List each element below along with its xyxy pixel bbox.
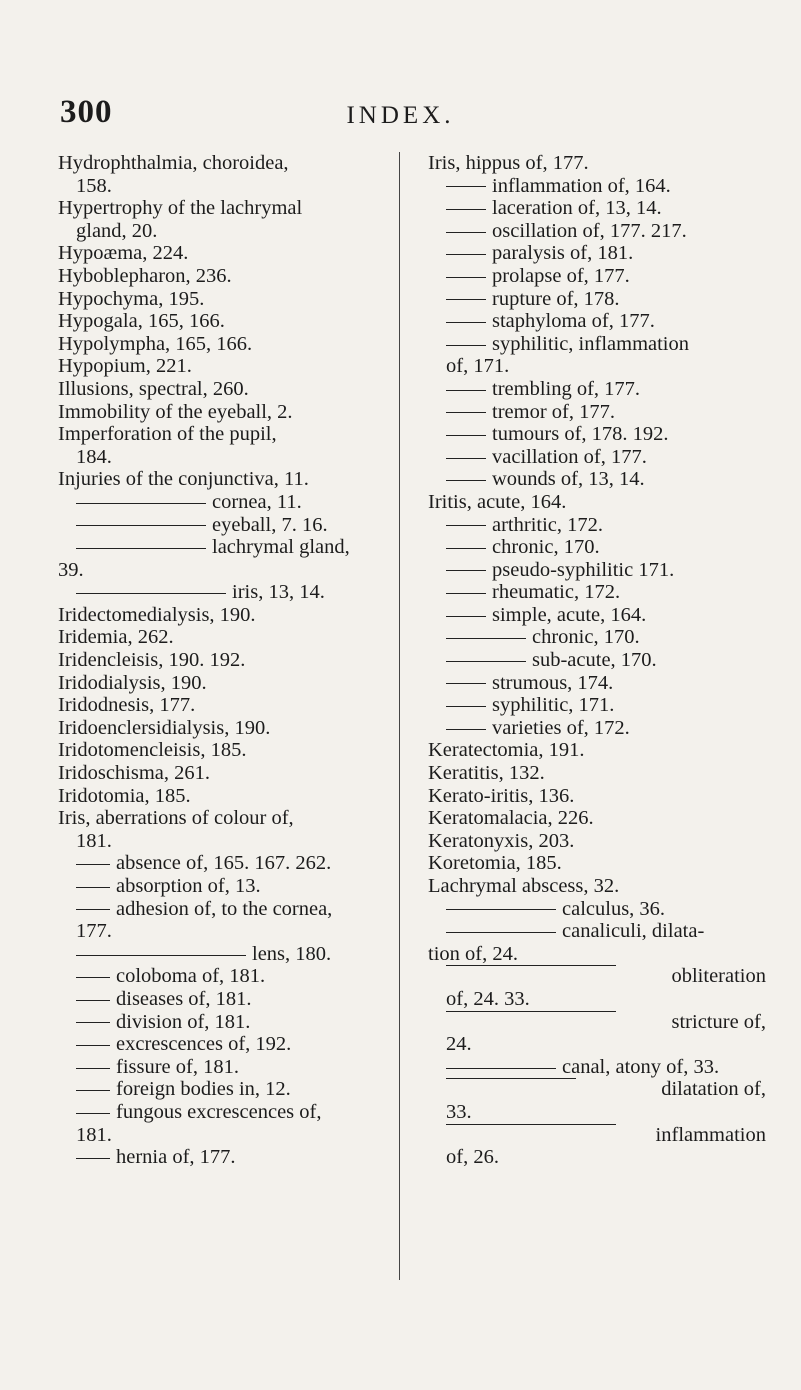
index-entry-continuation: 181.: [76, 829, 112, 852]
index-subentry: [428, 672, 766, 695]
index-subentry-text: fungous excrescences of,: [116, 1100, 322, 1123]
repeat-dash: [76, 1068, 110, 1069]
index-subentry-text: tremor of, 177.: [492, 400, 615, 423]
repeat-dash: [76, 525, 206, 526]
index-subentry: [428, 965, 766, 988]
repeat-dash: [446, 683, 486, 684]
repeat-dash: [446, 435, 486, 436]
repeat-dash: [446, 638, 526, 639]
repeat-dash: [446, 232, 486, 233]
index-subentry-text: simple, acute, 164.: [492, 603, 647, 626]
index-subentry: [428, 197, 766, 220]
repeat-dash: [446, 1011, 616, 1012]
index-subentry: [58, 581, 398, 604]
index-subentry-text: oscillation of, 177. 217.: [492, 219, 687, 242]
repeat-dash: [446, 390, 486, 391]
index-subentry: [428, 604, 766, 627]
index-subentry-text: cornea, 11.: [212, 490, 302, 513]
index-entry: Keratectomia, 191.: [428, 739, 585, 762]
repeat-dash: [76, 1022, 110, 1023]
index-subentry-text: laceration of, 13, 14.: [492, 197, 662, 220]
repeat-dash: [446, 1078, 576, 1079]
index-subentry-text: canaliculi, dilata-: [562, 920, 705, 943]
index-subentry-text: excrescences of, 192.: [116, 1033, 292, 1056]
index-entry: Hydrophthalmia, choroidea,: [58, 152, 289, 174]
index-subentry: [428, 310, 766, 333]
repeat-dash: [76, 1045, 110, 1046]
index-subentry-text: coloboma of, 181.: [116, 965, 266, 988]
index-subentry-text: fissure of, 181.: [116, 1055, 239, 1078]
page-title: INDEX.: [346, 102, 455, 129]
index-subentry: [428, 694, 766, 717]
repeat-dash: [446, 480, 486, 481]
index-entry: Keratitis, 132.: [428, 762, 545, 785]
repeat-dash: [446, 209, 486, 210]
index-entry: Iridodnesis, 177.: [58, 694, 196, 717]
index-subentry-text: trembling of, 177.: [492, 377, 641, 400]
index-entry-continuation: of, 26.: [446, 1146, 499, 1169]
index-subentry: [58, 514, 398, 537]
index-subentry: [428, 898, 766, 921]
index-subentry-text: paralysis of, 181.: [492, 242, 634, 265]
index-entry-continuation: 177.: [76, 920, 112, 943]
index-entry-continuation: gland, 20.: [76, 219, 158, 242]
index-entry: Iridotomencleisis, 185.: [58, 739, 247, 762]
index-entry: Hyboblepharon, 236.: [58, 264, 232, 287]
index-subentry: [58, 536, 398, 559]
repeat-dash: [446, 909, 556, 910]
index-subentry-text: dilatation of,: [661, 1078, 766, 1101]
repeat-dash: [446, 661, 526, 662]
index-entry-continuation: 184.: [76, 445, 112, 468]
repeat-dash: [76, 887, 110, 888]
index-subentry: [428, 649, 766, 672]
index-subentry: [428, 581, 766, 604]
index-subentry-text: inflammation: [655, 1123, 766, 1146]
index-subentry: [58, 988, 398, 1011]
index-subentry: [58, 1101, 398, 1124]
index-entry: Hypochyma, 195.: [58, 287, 205, 310]
repeat-dash: [446, 965, 616, 966]
index-subentry: [428, 288, 766, 311]
index-subentry-text: sub-acute, 170.: [532, 649, 657, 672]
index-subentry-text: division of, 181.: [116, 1010, 251, 1033]
index-subentry: [428, 423, 766, 446]
index-subentry-text: chronic, 170.: [532, 626, 640, 649]
repeat-dash: [76, 1090, 110, 1091]
repeat-dash: [446, 525, 486, 526]
index-subentry: [58, 898, 398, 921]
index-column-left: [58, 152, 398, 1169]
index-subentry: [428, 220, 766, 243]
index-subentry: [58, 1078, 398, 1101]
index-entry: Iritis, acute, 164.: [428, 490, 567, 513]
index-entry: Iridemia, 262.: [58, 626, 174, 649]
repeat-dash: [446, 729, 486, 730]
repeat-dash: [446, 1124, 616, 1125]
repeat-dash: [446, 593, 486, 594]
index-subentry: [428, 717, 766, 740]
index-entry: Hypoæma, 224.: [58, 242, 189, 265]
index-subentry-text: stricture of,: [671, 1010, 766, 1033]
index-entry-continuation: 39.: [58, 558, 84, 581]
index-subentry: [428, 175, 766, 198]
repeat-dash: [446, 548, 486, 549]
index-subentry-text: absence of, 165. 167. 262.: [116, 852, 332, 875]
index-subentry-text: tumours of, 178. 192.: [492, 423, 669, 446]
index-entry: Injuries of the conjunctiva, 11.: [58, 468, 309, 491]
repeat-dash: [76, 864, 110, 865]
repeat-dash: [446, 186, 486, 187]
index-subentry-text: lens, 180.: [252, 942, 332, 965]
index-subentry-text: prolapse of, 177.: [492, 264, 630, 287]
repeat-dash: [76, 503, 206, 504]
index-subentry-text: syphilitic, inflammation: [492, 332, 690, 355]
repeat-dash: [76, 1000, 110, 1001]
index-entry: Keratonyxis, 203.: [428, 829, 575, 852]
index-subentry: [58, 852, 398, 875]
index-subentry-text: obliteration: [671, 965, 766, 988]
repeat-dash: [76, 909, 110, 910]
index-entry: Hypolympha, 165, 166.: [58, 332, 253, 355]
index-subentry-text: syphilitic, 171.: [492, 694, 615, 717]
repeat-dash: [446, 616, 486, 617]
repeat-dash: [76, 593, 226, 594]
index-entry-continuation: tion of, 24.: [428, 942, 518, 965]
index-subentry: [428, 242, 766, 265]
index-entry-continuation: 158.: [76, 174, 112, 197]
index-entry: Koretomia, 185.: [428, 852, 562, 875]
index-subentry: [428, 514, 766, 537]
index-subentry-text: staphyloma of, 177.: [492, 310, 655, 333]
repeat-dash: [446, 1068, 556, 1069]
repeat-dash: [446, 345, 486, 346]
index-entry: Iridoschisma, 261.: [58, 762, 211, 785]
index-subentry: [428, 333, 766, 356]
index-entry: Iridectomedialysis, 190.: [58, 603, 256, 626]
repeat-dash: [76, 548, 206, 549]
column-divider: [399, 152, 400, 1280]
index-subentry-text: foreign bodies in, 12.: [116, 1078, 291, 1101]
index-subentry-text: rupture of, 178.: [492, 287, 620, 310]
index-entry: Hypertrophy of the lachrymal: [58, 197, 303, 220]
index-subentry: [428, 1011, 766, 1034]
repeat-dash: [446, 932, 556, 933]
index-subentry-text: pseudo-syphilitic 171.: [492, 558, 675, 581]
index-entry: Kerato-iritis, 136.: [428, 784, 575, 807]
repeat-dash: [446, 570, 486, 571]
index-subentry-text: vacillation of, 177.: [492, 445, 647, 468]
index-subentry: [428, 1078, 766, 1101]
index-subentry-text: canal, atony of, 33.: [562, 1055, 720, 1078]
index-entry: Iridodialysis, 190.: [58, 671, 207, 694]
index-subentry-text: wounds of, 13, 14.: [492, 468, 645, 491]
index-entry-continuation: of, 171.: [446, 355, 510, 378]
index-entry: Hypopium, 221.: [58, 355, 192, 378]
index-entry: Keratomalacia, 226.: [428, 807, 594, 830]
index-entry: Imperforation of the pupil,: [58, 423, 277, 446]
index-subentry: [428, 536, 766, 559]
index-subentry-text: diseases of, 181.: [116, 987, 252, 1010]
index-subentry: [58, 943, 398, 966]
index-subentry: [428, 265, 766, 288]
index-subentry-text: iris, 13, 14.: [232, 581, 325, 604]
index-subentry-text: calculus, 36.: [562, 897, 666, 920]
index-subentry-text: arthritic, 172.: [492, 513, 604, 536]
index-subentry: [428, 446, 766, 469]
repeat-dash: [446, 299, 486, 300]
index-subentry-text: eyeball, 7. 16.: [212, 513, 328, 536]
index-subentry-text: chronic, 170.: [492, 536, 600, 559]
index-subentry: [58, 1146, 398, 1169]
repeat-dash: [76, 955, 246, 956]
index-entry-continuation: 24.: [446, 1033, 472, 1056]
index-subentry-text: absorption of, 13.: [116, 875, 261, 897]
repeat-dash: [76, 1158, 110, 1159]
index-entry: Iris, hippus of, 177.: [428, 152, 589, 174]
index-subentry: [58, 965, 398, 988]
index-subentry-text: hernia of, 177.: [116, 1146, 236, 1169]
index-subentry: [428, 468, 766, 491]
index-entry: Iridencleisis, 190. 192.: [58, 649, 246, 672]
index-entry: Illusions, spectral, 260.: [58, 377, 249, 400]
index-entry: Lachrymal abscess, 32.: [428, 875, 620, 897]
index-subentry-text: lachrymal gland,: [212, 536, 350, 559]
index-subentry: [58, 1033, 398, 1056]
index-entry: Hypogala, 165, 166.: [58, 310, 225, 333]
index-subentry: [428, 378, 766, 401]
index-entry: Iridoenclersidialysis, 190.: [58, 716, 271, 739]
index-subentry: [428, 1056, 766, 1079]
index-subentry-text: rheumatic, 172.: [492, 581, 621, 604]
repeat-dash: [446, 322, 486, 323]
index-entry-continuation: 181.: [76, 1123, 112, 1146]
index-entry: Iris, aberrations of colour of,: [58, 807, 294, 830]
index-subentry: [428, 920, 766, 943]
index-subentry: [428, 626, 766, 649]
index-subentry: [58, 1056, 398, 1079]
page-header: [0, 94, 801, 134]
repeat-dash: [446, 706, 486, 707]
index-entry-continuation: 33.: [446, 1100, 472, 1123]
index-subentry-text: varieties of, 172.: [492, 716, 630, 739]
index-subentry: [428, 401, 766, 424]
index-subentry-text: inflammation of, 164.: [492, 174, 671, 197]
repeat-dash: [446, 254, 486, 255]
repeat-dash: [76, 977, 110, 978]
index-column-right: [428, 152, 766, 1169]
index-subentry: [428, 1124, 766, 1147]
index-entry: Immobility of the eyeball, 2.: [58, 400, 293, 423]
index-subentry: [58, 875, 398, 898]
repeat-dash: [76, 1113, 110, 1114]
page-number: 300: [60, 94, 113, 130]
index-subentry: [58, 1011, 398, 1034]
index-entry-continuation: of, 24. 33.: [446, 987, 530, 1010]
index-subentry: [428, 559, 766, 582]
repeat-dash: [446, 277, 486, 278]
index-entry: Iridotomia, 185.: [58, 784, 191, 807]
repeat-dash: [446, 458, 486, 459]
repeat-dash: [446, 412, 486, 413]
index-subentry: [58, 491, 398, 514]
index-subentry-text: adhesion of, to the cornea,: [116, 897, 333, 920]
index-subentry-text: strumous, 174.: [492, 671, 614, 694]
